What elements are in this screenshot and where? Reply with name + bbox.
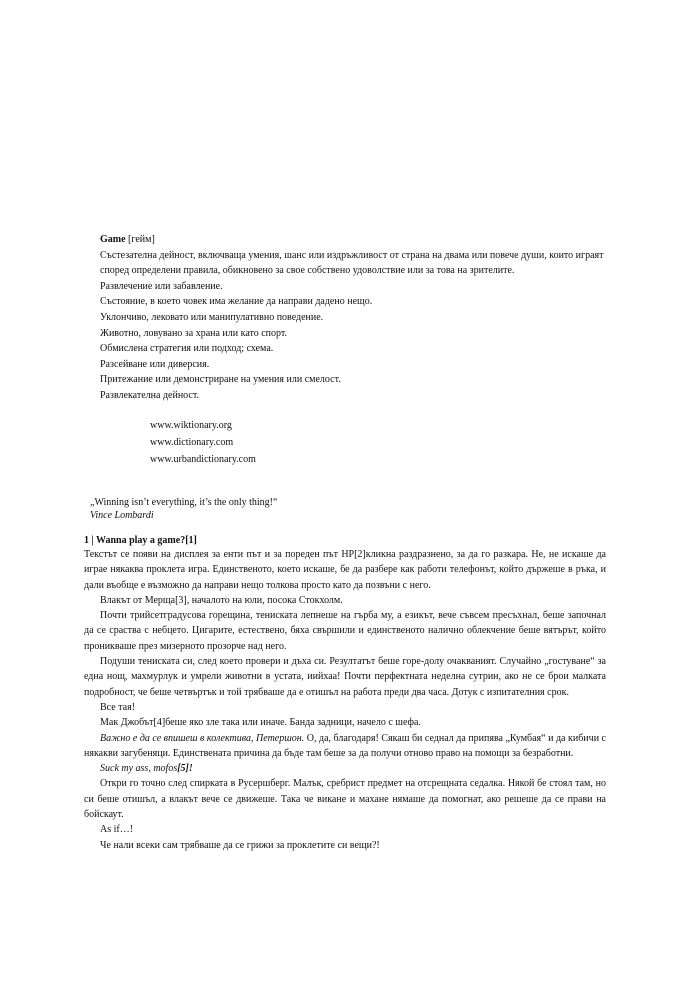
paragraph bbox=[84, 731, 606, 762]
italic-phrase: Важно е да се впишеш в колектива, Петершон. bbox=[100, 732, 305, 744]
source-list bbox=[150, 417, 256, 468]
dictionary-definition bbox=[100, 232, 620, 404]
epigraph bbox=[90, 496, 277, 522]
epigraph-quote: „Winning isn’t everything, it’s the only thing!“ bbox=[90, 497, 278, 508]
paragraph: Почти трийсетградусова горещина, тениската лепнеше на гърба му, а езикът, вече съвсем пресъхнал, беше започнал да се сраства с небцето. Цигарите, естествено, бяха свършили и единственото налично облекчение беше вятърът, който проникваше през мизерното прозорче над него. bbox=[84, 610, 606, 652]
source-item: www.dictionary.com bbox=[150, 437, 234, 448]
definition-sense: Обмислена стратегия или подход; схема. bbox=[100, 343, 274, 355]
paragraph: Откри го точно след спирката в Русершберг. Малък, сребрист предмет на отсрещната седалка. Някой бе стоял там, но си беше отишъл, а влакът вече се движеше. Така че викане и махане нямаше да помогнат, ако решеше да се прави на бойскаут. bbox=[84, 778, 606, 821]
paragraph-text: О, да, благодаря! Сякаш би седнал да припява „Кумбая“ и да кибичи с някакви загубеняци. Единствената причина да бъде там беше за да получи отново право на помощи за безработни. bbox=[84, 732, 606, 759]
paragraph: Все тая! bbox=[100, 701, 136, 713]
chapter-title: 1 | Wanna play a game?[1] bbox=[84, 535, 197, 546]
source-item: www.urbandictionary.com bbox=[150, 454, 256, 465]
paragraph bbox=[84, 761, 606, 776]
definition-sense: Състезателна дейност, включваща умения, шанс или издръжливост от страна на двама или повече души, които играят според определени правила, обикновено за свое собствено удоволствие или за това на зрителите. bbox=[100, 249, 604, 277]
epigraph-author: Vince Lombardi bbox=[90, 510, 154, 521]
definition-sense: Уклончиво, лековато или манипулативно поведение. bbox=[100, 311, 324, 323]
italic-phrase: Suck my ass, mofos bbox=[100, 763, 178, 775]
source-item: www.wiktionary.org bbox=[150, 420, 232, 431]
definition-sense: Състояние, в което човек има желание да направи дадено нещо. bbox=[100, 296, 373, 308]
paragraph: Мак Джобът[4]беше яко зле така или иначе. Банда задници, начело с шефа. bbox=[100, 717, 421, 729]
paragraph: Влакът от Мерща[3], началото на юли, посока Стокхолм. bbox=[100, 594, 343, 606]
definition-sense: Развлечение или забавление. bbox=[100, 280, 223, 292]
paragraph: Текстът се появи на дисплея за енти път и за пореден път HP[2]кликна раздразнено, за да го разкара. Не, не искаше да играе някаква проклета игра. Единственото, което искаше, бе да разбере как работи телефонът, който държеше в ръка, и дали въобще е възможно да направи нещо толкова просто като да позвъни с него. bbox=[84, 549, 606, 591]
definition-sense: Животно, ловувано за храна или като спорт. bbox=[100, 327, 288, 339]
pronunciation: [гейм] bbox=[128, 234, 155, 245]
paragraph: Че нали всеки сам трябваше да се грижи за проклетите си вещи?! bbox=[100, 839, 380, 851]
definition-sense: Развлекателна дейност. bbox=[100, 389, 199, 401]
headword: Game bbox=[100, 234, 126, 245]
definition-header bbox=[100, 232, 620, 248]
paragraph: As if…! bbox=[100, 824, 134, 836]
definition-sense: Разсейване или диверсия. bbox=[100, 358, 210, 370]
definition-sense: Притежание или демонстриране на умения или смелост. bbox=[100, 374, 341, 386]
footnote-ref: [5]! bbox=[177, 763, 193, 775]
paragraph: Подуши тениската си, след което провери и дъха си. Резултатът беше горе-долу очакваният. Случайно „гостуване“ за една нощ, махмурлук и умрели животни в устата, иийхаа! Почти перфектната неделна сутрин, ако не се брои малката подробност, че беше четвъртък и той трябваше да е отишъл на работа преди два часа. Дотук с изпитателния срок. bbox=[84, 656, 606, 698]
chapter-body bbox=[84, 534, 606, 853]
